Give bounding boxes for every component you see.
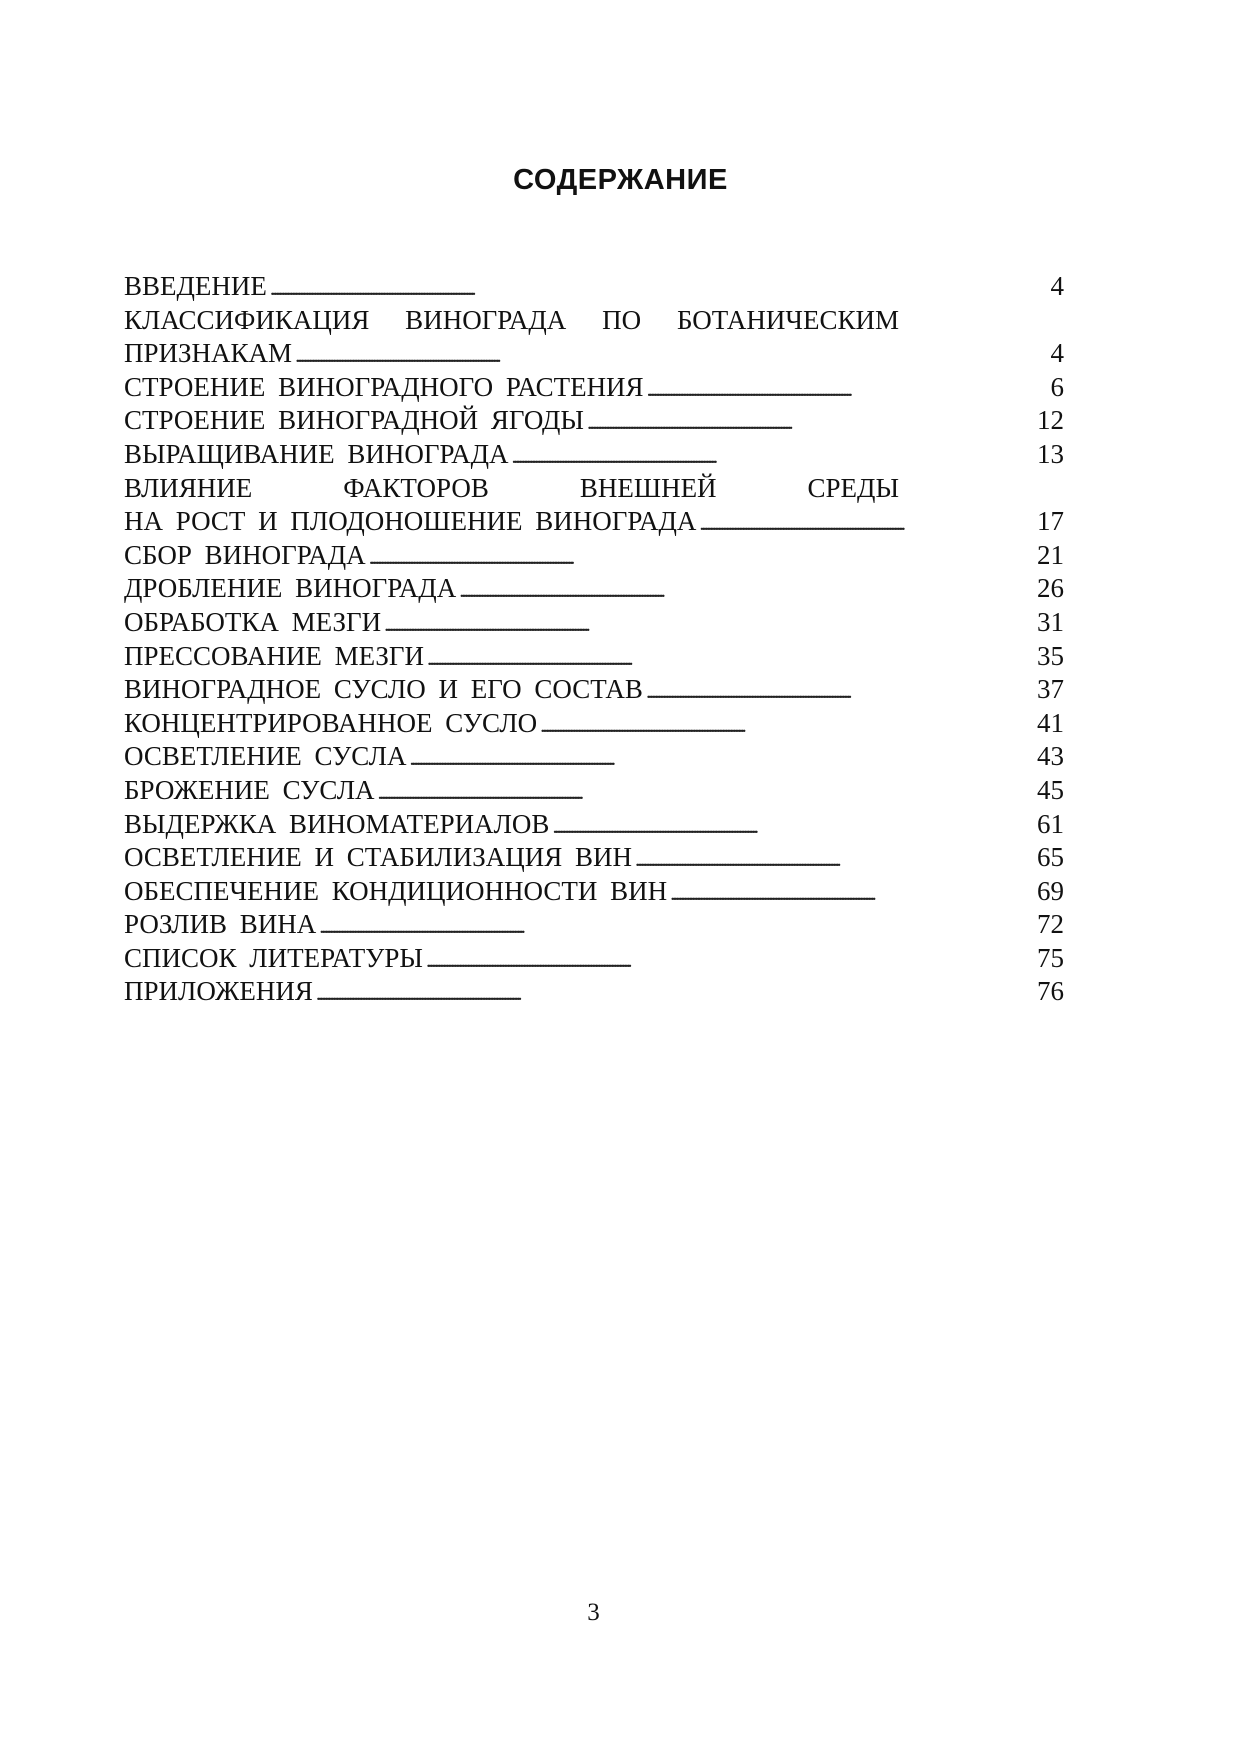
toc-entry-page: 4 [1050,338,1064,369]
toc-entry-page: 13 [1037,438,1064,469]
toc-entry-title: ВИНОГРАДНОЕ СУСЛО И ЕГО СОСТАВ [124,674,643,705]
toc-entry[interactable] [124,371,1064,405]
toc-entry-page: 65 [1037,842,1064,873]
toc-dot-leader [552,808,1034,845]
toc-entry-title: БРОЖЕНИЕ СУСЛА [124,774,375,805]
toc-dot-leader [409,740,1034,777]
toc-entry-title: ПРИЛОЖЕНИЯ [124,976,313,1007]
toc-entry-title: ОСВЕТЛЕНИЕ И СТАБИЛИЗАЦИЯ ВИН [124,842,633,873]
toc-entry[interactable] [124,808,1064,842]
toc-entry-page: 35 [1037,640,1064,671]
toc-entry-page: 37 [1037,674,1064,705]
toc-entry-title: СТРОЕНИЕ ВИНОГРАДНОГО РАСТЕНИЯ [124,371,644,402]
toc-entry-title: КОНЦЕНТРИРОВАННОЕ СУСЛО [124,707,538,738]
toc-entry-page: 76 [1037,976,1064,1007]
toc-entry[interactable] [124,707,1064,741]
toc-dot-leader [699,505,1034,542]
toc-entry[interactable] [124,774,1064,808]
toc-entry-page: 12 [1037,405,1064,436]
toc-entry-page: 26 [1037,573,1064,604]
toc-entry-page: 43 [1037,741,1064,772]
toc-entry-title: ОСВЕТЛЕНИЕ СУСЛА [124,741,407,772]
toc-entry-page: 4 [1050,271,1064,301]
toc-dot-leader [512,438,1035,475]
toc-dot-leader [670,875,1034,912]
toc-entry-title: ДРОБЛЕНИЕ ВИНОГРАДА [124,573,457,604]
toc-entry[interactable] [124,841,1064,875]
toc-entry-page: 72 [1037,909,1064,940]
toc-dot-leader [378,774,1034,811]
toc-entry[interactable] [124,572,1064,606]
toc-dot-leader [369,539,1034,576]
toc-dot-leader [635,841,1034,878]
toc-entry-title: СБОР ВИНОГРАДА [124,539,366,570]
toc-dot-leader [295,337,1047,374]
table-of-contents [124,270,1064,1009]
toc-entry-page: 17 [1037,506,1064,537]
toc-entry-page: 61 [1037,808,1064,839]
toc-entry[interactable] [124,539,1064,573]
toc-dot-leader [587,404,1034,441]
page-number: 3 [587,1599,600,1626]
toc-entry[interactable] [124,908,1064,942]
toc-entry[interactable] [124,472,1064,506]
toc-entry-title: РОЗЛИВ ВИНА [124,909,317,940]
toc-entry-title: ВВЕДЕНИЕ [124,271,267,301]
toc-entry[interactable] [124,337,1064,371]
toc-entry[interactable] [124,505,1064,539]
toc-entry-page: 75 [1037,942,1064,973]
toc-entry-title: КЛАССИФИКАЦИЯ ВИНОГРАДА ПО БОТАНИЧЕСКИМ [124,304,899,335]
toc-dot-leader [384,606,1034,643]
toc-dot-leader [647,371,1048,408]
toc-entry[interactable] [124,606,1064,640]
toc-entry-page: 45 [1037,774,1064,805]
toc-entry[interactable] [124,304,1064,338]
toc-dot-leader [319,908,1034,945]
toc-dot-leader [427,640,1034,677]
toc-dot-leader [646,673,1034,710]
toc-dot-leader [316,975,1034,1012]
toc-dot-leader [540,707,1034,744]
toc-entry-title: ПРЕССОВАНИЕ МЕЗГИ [124,640,425,671]
toc-entry[interactable] [124,640,1064,674]
toc-entry-title: ВЫДЕРЖКА ВИНОМАТЕРИАЛОВ [124,808,550,839]
toc-entry-title: ВЛИЯНИЕ ФАКТОРОВ ВНЕШНЕЙ СРЕДЫ [124,472,899,503]
toc-entry[interactable] [124,438,1064,472]
toc-entry[interactable] [124,404,1064,438]
toc-entry-title: ОБРАБОТКА МЕЗГИ [124,606,382,637]
toc-entry-title: СТРОЕНИЕ ВИНОГРАДНОЙ ЯГОДЫ [124,405,584,436]
toc-entry[interactable] [124,740,1064,774]
toc-entry-title: ПРИЗНАКАМ [124,338,293,369]
toc-entry-title: СПИСОК ЛИТЕРАТУРЫ [124,942,423,973]
toc-entry[interactable] [124,942,1064,976]
toc-entry-page: 69 [1037,875,1064,906]
toc-entry-title: ВЫРАЩИВАНИЕ ВИНОГРАДА [124,438,509,469]
toc-entry[interactable] [124,875,1064,909]
toc-entry-page: 41 [1037,707,1064,738]
toc-entry[interactable] [124,673,1064,707]
toc-entry[interactable] [124,975,1064,1009]
toc-entry[interactable] [124,270,1064,304]
toc-entry-page: 21 [1037,539,1064,570]
toc-dot-leader [270,270,1048,307]
toc-dot-leader [459,572,1034,609]
page-title: СОДЕРЖАНИЕ [513,164,728,196]
toc-entry-title: НА РОСТ И ПЛОДОНОШЕНИЕ ВИНОГРАДА [124,506,697,537]
toc-entry-page: 6 [1050,371,1064,402]
toc-dot-leader [426,942,1034,979]
toc-entry-title: ОБЕСПЕЧЕНИЕ КОНДИЦИОННОСТИ ВИН [124,875,668,906]
toc-entry-page: 31 [1037,606,1064,637]
